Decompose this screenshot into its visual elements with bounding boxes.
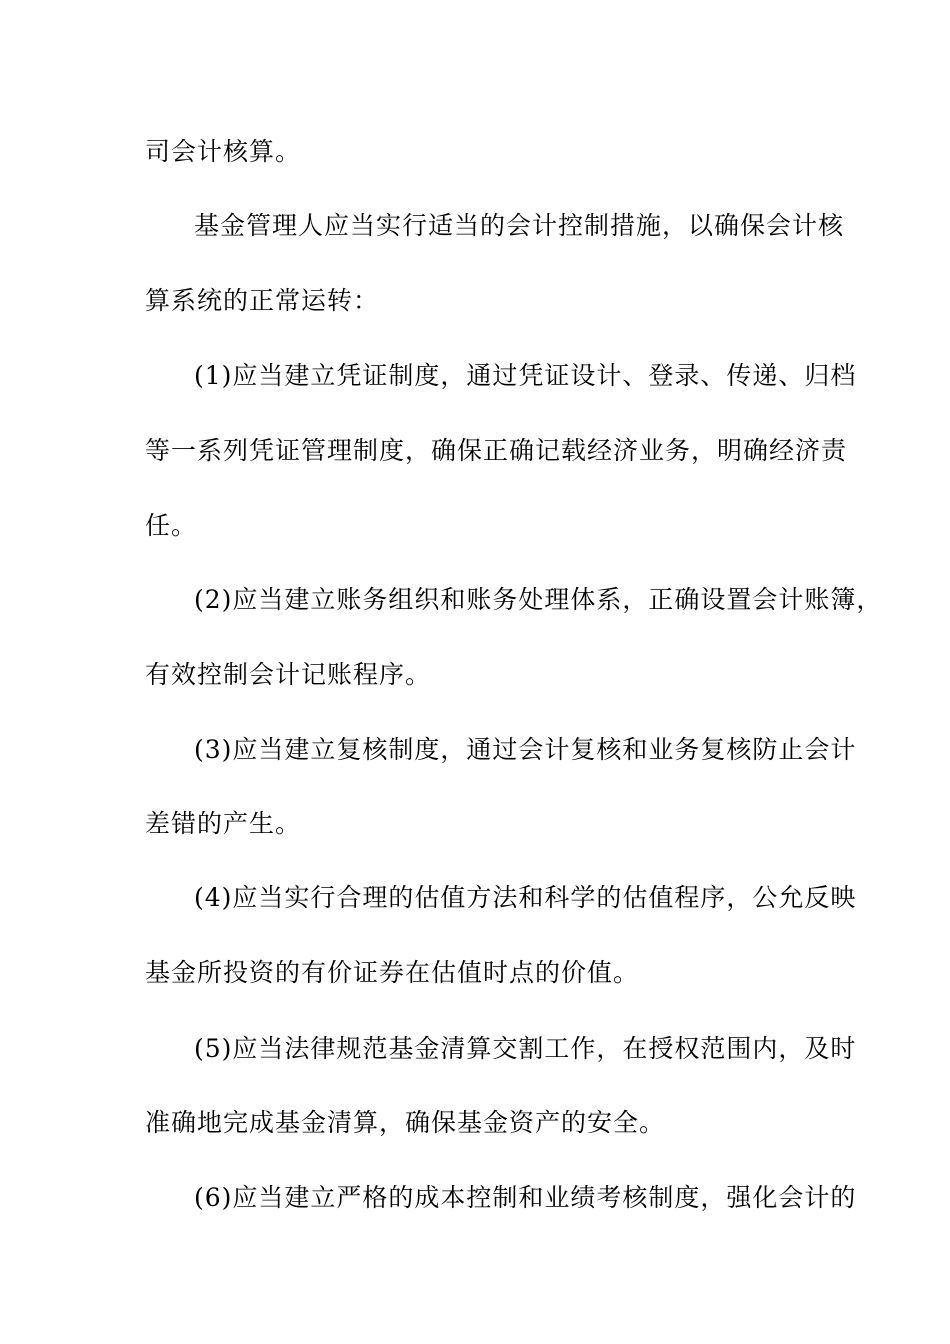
text-line-1: 司会计核算。 [145, 137, 302, 166]
text-line-2: 基金管理人应当实行适当的会计控制措施，以确保会计核 [194, 211, 845, 240]
text-line-7: (2)应当建立账务组织和账务处理体系，正确设置会计账簿， [194, 585, 883, 614]
text-line-13: (5)应当法律规范基金清算交割工作，在授权范围内，及时 [194, 1034, 857, 1063]
text-line-5: 等一系列凭证管理制度，确保正确记载经济业务，明确经济责 [145, 436, 848, 465]
text-line-12: 基金所投资的有价证券在估值时点的价值。 [145, 958, 640, 987]
text-line-15: (6)应当建立严格的成本控制和业绩考核制度，强化会计的 [194, 1183, 857, 1212]
text-line-10: 差错的产生。 [145, 809, 302, 838]
text-line-11: (4)应当实行合理的估值方法和科学的估值程序，公允反映 [194, 883, 857, 912]
text-line-14: 准确地完成基金清算，确保基金资产的安全。 [145, 1108, 666, 1137]
text-line-8: 有效控制会计记账程序。 [145, 660, 432, 689]
text-line-4: (1)应当建立凭证制度，通过凭证设计、登录、传递、归档 [194, 361, 857, 390]
text-line-3: 算系统的正常运转： [145, 286, 380, 315]
text-line-9: (3)应当建立复核制度，通过会计复核和业务复核防止会计 [194, 735, 857, 764]
text-line-6: 任。 [145, 511, 198, 540]
